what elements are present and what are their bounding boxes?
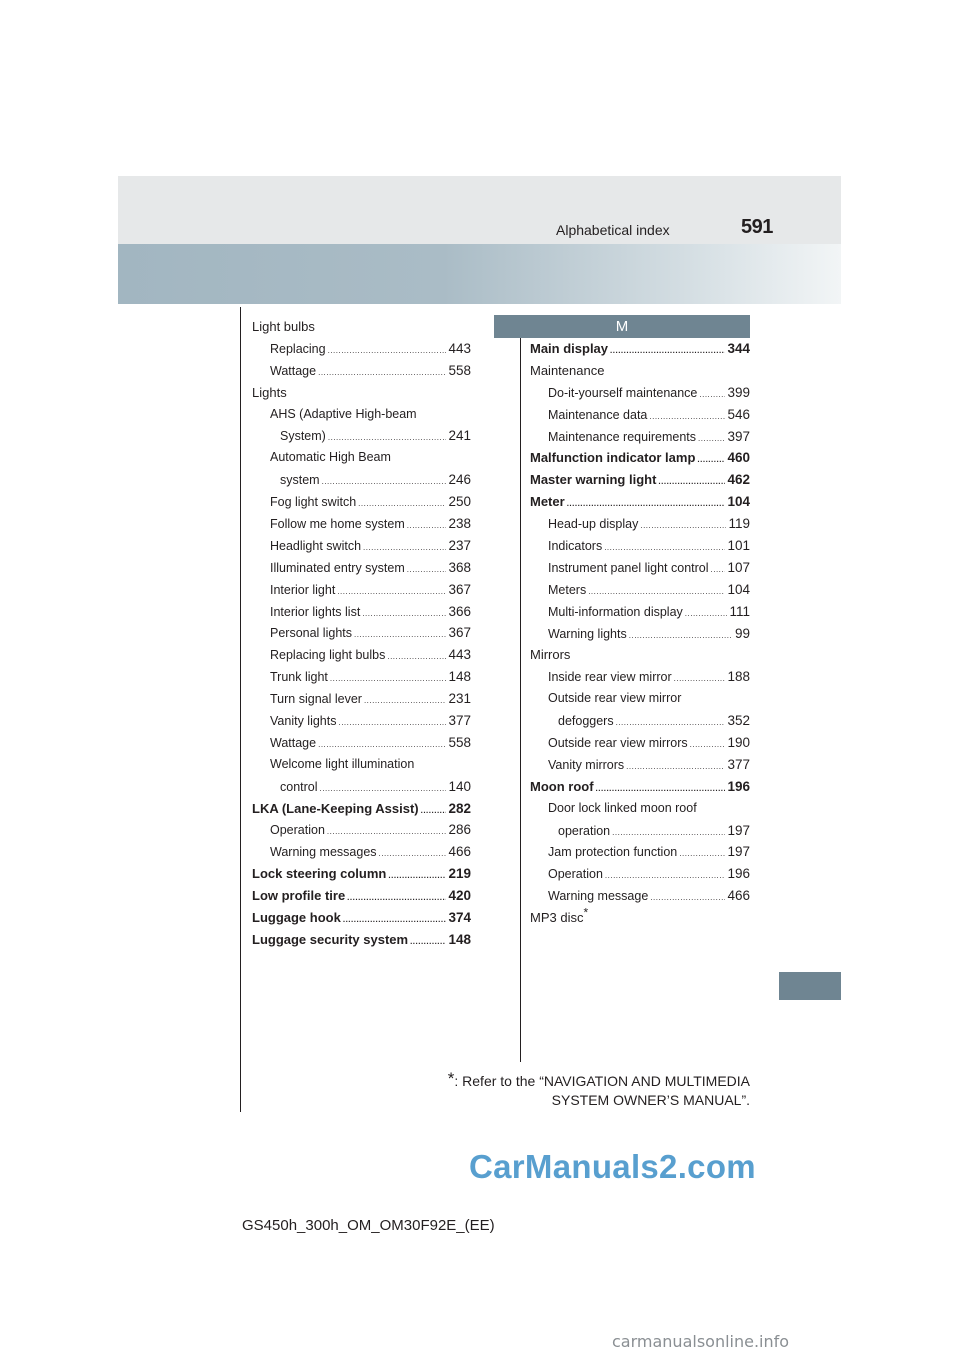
index-entry-term: Meter — [530, 494, 565, 510]
index-entry — [252, 513, 471, 535]
index-entry — [252, 404, 471, 426]
index-entry — [530, 426, 750, 448]
dot-leader — [698, 428, 725, 450]
index-entry-term: Warning lights — [548, 626, 627, 641]
index-entry-page[interactable]: 460 — [727, 450, 750, 466]
index-entry-page[interactable]: 282 — [448, 800, 471, 816]
index-entry-term: Warning messages — [270, 845, 377, 860]
index-entry-term: Trunk light — [270, 670, 328, 685]
index-entry-term: Master warning light — [530, 472, 657, 488]
index-entry-term: Lights — [252, 384, 287, 400]
dot-leader — [711, 559, 726, 581]
dot-leader — [697, 449, 725, 471]
index-entry — [530, 863, 750, 885]
index-entry-page[interactable]: 197 — [727, 844, 750, 860]
index-entry-page[interactable]: 443 — [448, 340, 471, 356]
index-entry-page[interactable]: 250 — [448, 494, 471, 510]
footnote-asterisk: * — [447, 1069, 455, 1088]
index-entry — [530, 798, 750, 820]
index-entry-term: Replacing light bulbs — [270, 648, 386, 663]
dot-leader — [690, 734, 726, 756]
document-id: GS450h_300h_OM_OM30F92E_(EE) — [242, 1217, 495, 1234]
dot-leader — [322, 471, 447, 493]
index-entry — [252, 316, 471, 338]
dot-leader — [626, 756, 725, 778]
index-entry — [252, 929, 471, 951]
dot-leader — [640, 515, 726, 537]
index-entry-term: Illuminated entry system — [270, 560, 405, 575]
dot-leader — [629, 625, 733, 647]
index-entry — [530, 666, 750, 688]
index-entry-page[interactable]: 462 — [727, 472, 750, 488]
index-entry — [252, 666, 471, 688]
index-entry — [252, 535, 471, 557]
index-entry-page[interactable]: 352 — [727, 713, 750, 729]
index-entry-term: Instrument panel light control — [548, 560, 709, 575]
index-entry-page[interactable]: 237 — [448, 537, 471, 553]
index-entry — [530, 469, 750, 491]
index-entry-page[interactable]: 558 — [448, 362, 471, 378]
index-entry-term: Wattage — [270, 363, 317, 378]
index-entry-page[interactable]: 466 — [727, 888, 750, 904]
index-entry-page[interactable]: 148 — [448, 931, 471, 947]
index-entry-page[interactable]: 241 — [448, 428, 471, 444]
index-entry-page[interactable]: 119 — [728, 516, 750, 532]
index-entry-page[interactable]: 197 — [727, 822, 750, 838]
index-entry — [252, 557, 471, 579]
index-entry-term: Operation — [548, 867, 603, 882]
watermark-logo: CarManuals2.com — [469, 1148, 756, 1185]
index-entry-page[interactable]: 344 — [727, 341, 750, 356]
dot-leader — [612, 822, 725, 844]
index-entry — [252, 579, 471, 601]
index-entry-page[interactable]: 366 — [448, 603, 471, 619]
index-entry-term: Indicators — [548, 539, 603, 554]
index-entry-term: Low profile tire — [252, 888, 346, 904]
index-entry — [252, 907, 471, 929]
index-entry-page[interactable]: 238 — [448, 516, 471, 532]
dot-leader — [363, 537, 446, 559]
index-entry-term: Automatic High Beam — [270, 450, 391, 465]
index-entry-page[interactable]: 190 — [727, 735, 750, 751]
header-gradient-band — [118, 244, 841, 304]
index-entry — [530, 535, 750, 557]
index-entry-page[interactable]: 368 — [448, 559, 471, 575]
index-entry — [252, 885, 471, 907]
index-entry-page[interactable]: 196 — [727, 778, 750, 794]
index-entry — [530, 644, 750, 666]
dot-leader — [343, 909, 447, 931]
dot-leader — [421, 800, 447, 822]
index-entry-page[interactable]: 546 — [727, 406, 750, 422]
index-entry — [530, 338, 750, 360]
index-entry-term: Light bulbs — [252, 319, 315, 334]
watermark-url: carmanualsonline.info — [612, 1332, 790, 1351]
index-entry — [252, 425, 471, 447]
index-entry-term: Maintenance — [530, 362, 605, 378]
index-entry-term: Mirrors — [530, 647, 571, 663]
dot-leader — [362, 603, 446, 625]
index-entry — [530, 776, 750, 798]
dot-leader — [407, 515, 447, 537]
index-entry — [530, 447, 750, 469]
index-entry — [530, 820, 750, 842]
dot-leader — [320, 778, 447, 800]
index-entry-term: Maintenance data — [548, 407, 648, 422]
index-entry-page[interactable]: 420 — [448, 888, 471, 904]
index-entry-term: Welcome light illumination — [270, 756, 415, 771]
chapter-side-tab — [779, 972, 841, 1000]
index-entry — [252, 382, 471, 404]
index-entry-page[interactable]: 397 — [727, 428, 750, 444]
index-entry — [530, 360, 750, 382]
index-entry-page[interactable]: 377 — [727, 756, 750, 772]
column-divider-middle — [520, 336, 521, 1062]
index-column-right — [530, 338, 750, 929]
index-entry — [252, 644, 471, 666]
index-entry-term: Turn signal lever — [270, 692, 362, 707]
dot-leader — [699, 384, 725, 406]
dot-leader — [407, 559, 447, 581]
dot-leader — [604, 537, 725, 559]
section-letter-header: M — [494, 315, 750, 338]
index-entry-term: Outside rear view mirrors — [548, 736, 688, 751]
index-entry-page[interactable]: 443 — [448, 647, 471, 663]
index-entry — [252, 819, 471, 841]
index-entry-term: Do-it-yourself maintenance — [548, 385, 698, 400]
index-entry-page[interactable]: 101 — [727, 538, 750, 554]
dot-leader — [364, 690, 447, 712]
index-entry — [530, 907, 750, 929]
index-entry-page[interactable]: 231 — [448, 691, 471, 707]
dot-leader — [337, 581, 446, 603]
dot-leader — [379, 843, 447, 865]
index-entry-term: control — [280, 779, 318, 794]
footnote-line-1: : Refer to the “NAVIGATION AND MULTIMEDIA — [454, 1073, 750, 1089]
index-entry-term: Jam protection function — [548, 845, 678, 860]
index-entry — [252, 688, 471, 710]
dot-leader — [388, 865, 446, 887]
index-entry-term: Personal lights — [270, 626, 352, 641]
index-entry — [252, 491, 471, 513]
dot-leader — [328, 427, 447, 449]
index-entry-page[interactable]: 399 — [727, 384, 750, 400]
index-entry-page[interactable]: 558 — [448, 734, 471, 750]
index-entry-term: operation — [558, 823, 611, 838]
index-entry-term: Wattage — [270, 735, 317, 750]
dot-leader — [685, 603, 728, 625]
index-entry — [530, 688, 750, 710]
index-entry-term: AHS (Adaptive High-beam — [270, 406, 417, 421]
footnote-marker: * — [583, 905, 589, 920]
index-entry-term: Malfunction indicator lamp — [530, 450, 696, 466]
index-entry-term: Meters — [548, 582, 587, 597]
footnote-line-2: SYSTEM OWNER’S MANUAL”. — [551, 1092, 750, 1108]
index-entry-term: Interior light — [270, 582, 336, 597]
index-entry-term: Replacing — [270, 341, 326, 356]
index-entry-term: Door lock linked moon roof — [548, 800, 697, 815]
index-entry — [530, 710, 750, 732]
index-entry-term: Main display — [530, 341, 609, 356]
index-entry — [252, 601, 471, 623]
index-entry-term: defoggers — [558, 714, 614, 729]
index-entry-term: Headlight switch — [270, 538, 362, 553]
index-entry — [252, 798, 471, 820]
index-entry-page[interactable]: 466 — [448, 844, 471, 860]
index-entry-term: MP3 disc — [530, 910, 584, 926]
index-entry-page[interactable]: 188 — [727, 669, 750, 685]
dot-leader — [330, 668, 447, 690]
index-entry-page[interactable]: 367 — [448, 625, 471, 641]
index-entry-term: System) — [280, 429, 326, 444]
dot-leader — [354, 624, 446, 646]
index-entry-term: LKA (Lane-Keeping Assist) — [252, 800, 419, 816]
index-entry — [252, 776, 471, 798]
index-entry — [530, 513, 750, 535]
dot-leader — [318, 734, 446, 756]
index-entry-page[interactable]: 107 — [727, 559, 750, 575]
page-header-title: Alphabetical index — [556, 222, 670, 238]
dot-leader — [387, 646, 446, 668]
dot-leader — [605, 865, 726, 887]
index-entry — [252, 863, 471, 885]
index-entry — [530, 623, 750, 645]
index-entry-term: Maintenance requirements — [548, 429, 696, 444]
index-column-left — [252, 316, 471, 951]
index-entry — [252, 447, 471, 469]
dot-leader — [658, 471, 725, 493]
index-entry — [530, 382, 750, 404]
dot-leader — [596, 778, 726, 800]
index-entry — [252, 469, 471, 491]
index-entry — [530, 404, 750, 426]
index-entry — [530, 601, 750, 623]
index-entry-term: Lock steering column — [252, 866, 387, 882]
index-entry-page[interactable]: 196 — [727, 866, 750, 882]
index-entry-term: Luggage hook — [252, 910, 341, 926]
index-entry-page[interactable]: 367 — [448, 581, 471, 597]
index-entry-page[interactable]: 377 — [448, 713, 471, 729]
column-divider-left — [240, 307, 241, 1112]
index-entry-term: Luggage security system — [252, 931, 409, 947]
dot-leader — [328, 340, 447, 362]
index-entry-page[interactable]: 104 — [727, 494, 750, 510]
index-entry — [530, 491, 750, 513]
index-entry-term: Vanity mirrors — [548, 757, 625, 772]
index-entry-term: Operation — [270, 823, 325, 838]
index-entry — [252, 732, 471, 754]
dot-leader — [327, 821, 447, 843]
index-entry-page[interactable]: 99 — [734, 625, 750, 641]
page-number: 591 — [741, 216, 773, 238]
index-entry — [530, 885, 750, 907]
dot-leader — [674, 668, 726, 690]
index-entry-term: Outside rear view mirror — [548, 691, 682, 706]
index-entry — [530, 732, 750, 754]
dot-leader — [338, 712, 446, 734]
index-entry-page[interactable]: 286 — [448, 822, 471, 838]
index-entry-term: system — [280, 473, 320, 488]
index-entry-term: Follow me home system — [270, 517, 405, 532]
index-entry-term: Inside rear view mirror — [548, 670, 672, 685]
footnote — [380, 1069, 750, 1110]
index-entry — [252, 841, 471, 863]
dot-leader — [358, 493, 446, 515]
index-entry-term: Head-up display — [548, 517, 639, 532]
index-entry-page[interactable]: 140 — [448, 778, 471, 794]
index-entry — [252, 710, 471, 732]
index-entry-term: Interior lights list — [270, 604, 361, 619]
dot-leader — [679, 843, 725, 865]
index-entry — [530, 754, 750, 776]
index-entry — [530, 841, 750, 863]
index-entry-page[interactable]: 374 — [448, 910, 471, 926]
dot-leader — [650, 887, 725, 909]
index-entry — [252, 338, 471, 360]
dot-leader — [588, 581, 725, 603]
dot-leader — [649, 406, 725, 428]
index-entry-term: Fog light switch — [270, 495, 357, 510]
dot-leader — [616, 712, 726, 734]
dot-leader — [318, 362, 446, 384]
index-entry-page[interactable]: 219 — [448, 866, 471, 882]
index-entry — [252, 360, 471, 382]
index-entry-term: Vanity lights — [270, 714, 337, 729]
index-entry — [252, 622, 471, 644]
index-entry — [530, 579, 750, 601]
header-bar — [118, 176, 841, 244]
dot-leader — [410, 931, 446, 953]
dot-leader — [610, 340, 725, 362]
index-entry-page[interactable]: 104 — [727, 581, 750, 597]
index-entry — [530, 557, 750, 579]
index-entry — [252, 754, 471, 776]
index-entry-page[interactable]: 111 — [729, 603, 750, 619]
index-entry-term: Warning message — [548, 889, 649, 904]
index-entry-term: Multi-information display — [548, 604, 683, 619]
index-entry-term: Moon roof — [530, 778, 594, 794]
dot-leader — [347, 887, 446, 909]
index-entry-page[interactable]: 246 — [448, 472, 471, 488]
index-entry-page[interactable]: 148 — [448, 669, 471, 685]
dot-leader — [567, 493, 726, 515]
